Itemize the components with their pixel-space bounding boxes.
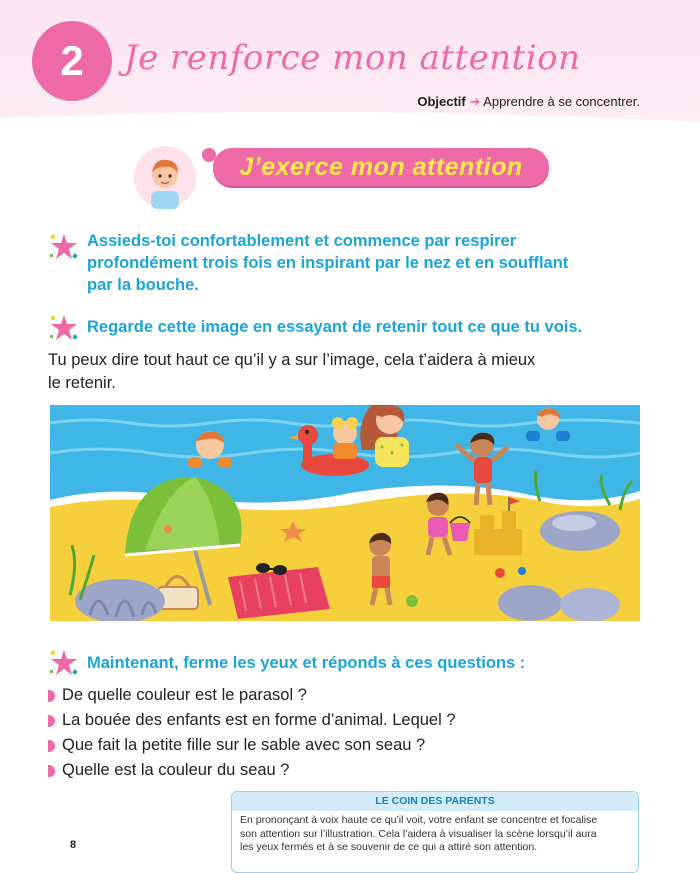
chapter-title: Je renforce mon attention xyxy=(124,38,581,78)
question-text: Que fait la petite fille sur le sable avec son seau ? xyxy=(62,736,426,754)
question-item xyxy=(48,683,456,708)
parents-corner-title: LE COIN DES PARENTS xyxy=(232,792,638,811)
boy-avatar-icon xyxy=(133,145,197,209)
parents-corner-text xyxy=(232,811,638,858)
objective-label: Objectif xyxy=(417,94,466,109)
bullet-icon xyxy=(48,740,55,752)
star-icon xyxy=(49,648,79,678)
instruction-1 xyxy=(87,230,568,296)
question-item xyxy=(48,733,456,758)
bullet-icon xyxy=(48,690,55,702)
question-text: De quelle couleur est le parasol ? xyxy=(62,686,307,704)
parents-line3: les yeux fermés et à se souvenir de ce qui a attiré son attention. xyxy=(240,841,538,853)
question-text: La bouée des enfants est en forme d’animal. Lequel ? xyxy=(62,711,456,729)
shell xyxy=(406,595,418,607)
section-title: J’exerce mon attention xyxy=(239,152,523,181)
shell xyxy=(518,567,526,575)
question-item xyxy=(48,758,456,783)
instruction-1-line1: Assieds-toi confortablement et commence par respirer xyxy=(87,232,517,250)
rock-left xyxy=(75,579,165,621)
beach-illustration xyxy=(50,405,640,621)
parents-corner-box xyxy=(231,791,639,873)
shell xyxy=(164,525,172,533)
arrow-icon: ➜ xyxy=(469,94,481,109)
instruction-1-line2: profondément trois fois en inspirant par le nez et en soufflant xyxy=(87,254,569,272)
objective-line xyxy=(417,94,640,110)
question-text: Quelle est la couleur du seau ? xyxy=(62,761,290,779)
body-line1: Tu peux dire tout haut ce qu’il y a sur l’image, cela t’aidera à mieux xyxy=(48,351,536,369)
question-item xyxy=(48,708,456,733)
parents-line2: son attention sur l’illustration. Cela l’aidera à visualiser la scène lorsqu’il aura xyxy=(240,827,597,840)
body-line2: le retenir. xyxy=(48,374,116,392)
chapter-number-badge xyxy=(32,21,112,101)
body-paragraph xyxy=(48,349,535,395)
instruction-3: Maintenant, ferme les yeux et réponds à ces questions : xyxy=(87,654,526,672)
instruction-1-line3: par la bouche. xyxy=(87,276,199,294)
page-number: 8 xyxy=(70,839,77,851)
objective-text: Apprendre à se concentrer. xyxy=(483,94,640,109)
instruction-2: Regarde cette image en essayant de retenir tout ce que tu vois. xyxy=(87,318,583,336)
chapter-number: 2 xyxy=(60,37,84,84)
star-icon xyxy=(49,232,79,262)
bullet-icon xyxy=(48,765,55,777)
shell xyxy=(495,568,505,578)
question-list xyxy=(48,683,456,783)
star-icon xyxy=(49,313,79,343)
parents-line1: En prononçant à voix haute ce qu’il voit, votre enfant se concentre et focalise xyxy=(240,814,598,826)
section-title-pill xyxy=(213,148,549,186)
bullet-icon xyxy=(48,715,55,727)
rock-right-top xyxy=(540,511,620,551)
